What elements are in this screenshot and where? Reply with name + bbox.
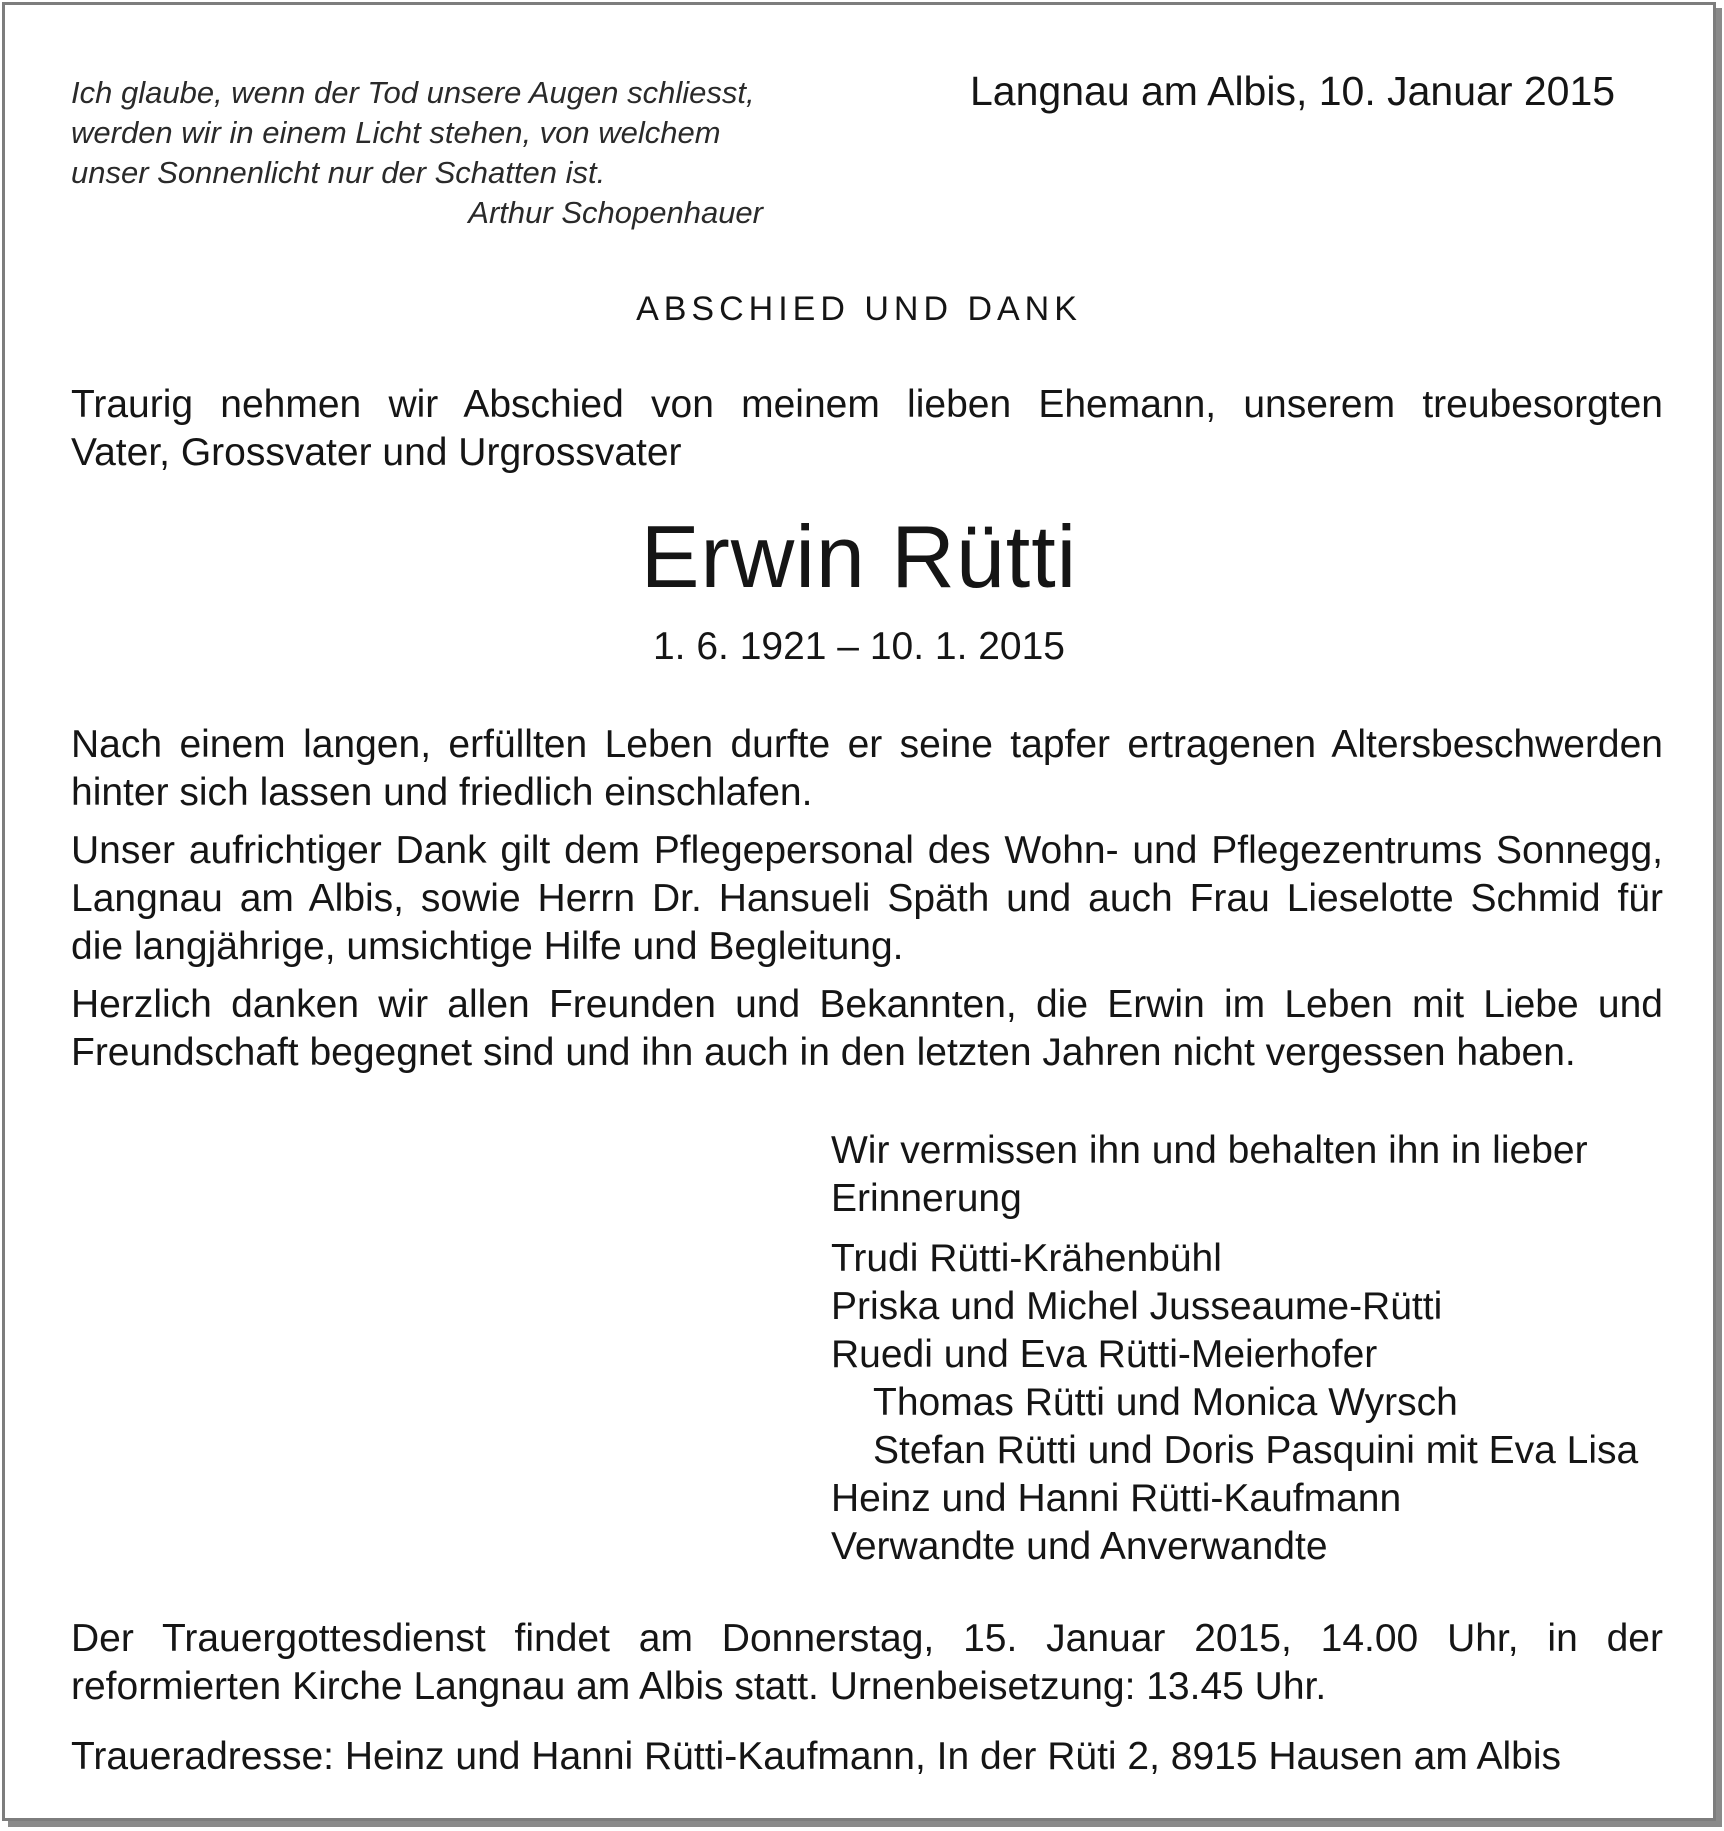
mourner-name: Thomas Rütti und Monica Wyrsch: [873, 1381, 1458, 1424]
body-line: Freundschaft begegnet sind und ihn auch in den letzten Jahren nicht vergessen haben.: [71, 1031, 1576, 1074]
address-line: Traueradresse: Heinz und Hanni Rütti-Kaufmann, In der Rüti 2, 8915 Hausen am Albis: [71, 1735, 1562, 1778]
quote-author: Arthur Schopenhauer: [468, 195, 763, 230]
intro-line: Vater, Grossvater und Urgrossvater: [71, 431, 682, 474]
mourner-name: Ruedi und Eva Rütti-Meierhofer: [831, 1333, 1378, 1376]
service-line: Der Trauergottesdienst findet am Donnerstag, 15. Januar 2015, 14.00 Uhr, in der: [71, 1617, 1663, 1660]
mourners-list: [831, 1235, 1691, 1571]
intro-line: Traurig nehmen wir Abschied von meinem lieben Ehemann, unserem treubesorgten: [71, 383, 1663, 426]
notice-heading: ABSCHIED UND DANK: [636, 290, 1082, 328]
service-announcement: [71, 1615, 1663, 1711]
body-line: Unser aufrichtiger Dank gilt dem Pflegepersonal des Wohn- und Pflegezentrums Sonnegg,: [71, 829, 1663, 872]
obituary-notice: [2, 2, 1716, 1821]
closing-remark: [831, 1127, 1691, 1223]
body-line: hinter sich lassen und friedlich einschlafen.: [71, 771, 813, 814]
service-line: reformierten Kirche Langnau am Albis statt. Urnenbeisetzung: 13.45 Uhr.: [71, 1665, 1327, 1708]
place-and-date: Langnau am Albis, 10. Januar 2015: [970, 68, 1616, 114]
deceased-name: Erwin Rütti: [640, 507, 1078, 606]
deceased-lifespan: 1. 6. 1921 – 10. 1. 2015: [652, 625, 1065, 668]
body-line: Herzlich danken wir allen Freunden und Bekannten, die Erwin im Leben mit Liebe und: [71, 983, 1663, 1026]
body-line: Nach einem langen, erfüllten Leben durfte er seine tapfer ertragenen Altersbeschwerden: [71, 723, 1663, 766]
body-paragraph-1: [71, 721, 1663, 817]
mourning-address: [71, 1733, 1663, 1781]
quote-line: werden wir in einem Licht stehen, von welchem: [71, 115, 721, 150]
quote-line: Ich glaube, wenn der Tod unsere Augen schliesst,: [71, 75, 755, 110]
mourner-name: Heinz und Hanni Rütti-Kaufmann: [831, 1477, 1402, 1520]
mourner-name: Trudi Rütti-Krähenbühl: [831, 1237, 1222, 1280]
quote-line: unser Sonnenlicht nur der Schatten ist.: [71, 155, 606, 190]
body-line: die langjährige, umsichtige Hilfe und Begleitung.: [71, 925, 904, 968]
mourner-name: Stefan Rütti und Doris Pasquini mit Eva Lisa: [873, 1429, 1639, 1472]
intro-paragraph: [71, 381, 1663, 477]
body-paragraph-3: [71, 981, 1663, 1077]
body-paragraph-2: [71, 827, 1663, 971]
mourner-name: Verwandte und Anverwandte: [831, 1525, 1328, 1568]
epigraph-quote: [71, 73, 791, 233]
closing-line: Wir vermissen ihn und behalten ihn in lieber: [831, 1129, 1588, 1172]
mourner-name: Priska und Michel Jusseaume-Rütti: [831, 1285, 1443, 1328]
body-line: Langnau am Albis, sowie Herrn Dr. Hansueli Späth und auch Frau Lieselotte Schmid für: [71, 877, 1663, 920]
closing-line: Erinnerung: [831, 1177, 1022, 1220]
